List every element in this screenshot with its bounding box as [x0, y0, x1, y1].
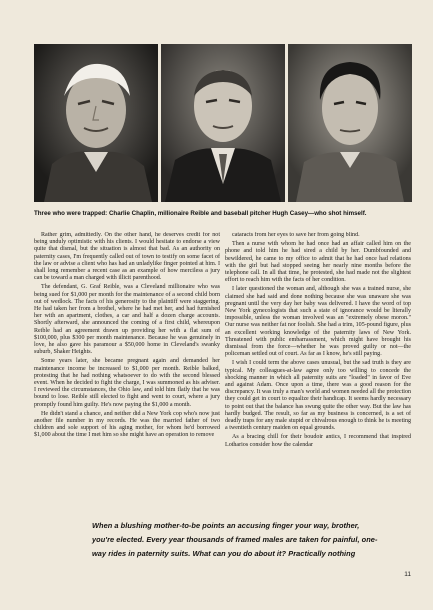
paragraph: I later questioned the woman and, although she was a trained nurse, she claimed she had said and done nothing because she was unaware she was pregnant until the very day her baby was delivered. I have the word of top New York gynecologists that such a state of ignorance would be literally impossible, unless the woman involved was an "extremely obese moron." Our nurse was neither fat nor foolish. She had a trim, 105-pound figure, plus an excellent working knowledge of the paternity laws of New York. Threatened with public embarrassment, which might have brought his dismissal from the force—whether he was proved guilty or not—the policeman settled out of court. As far as I know, he's still paying.	[225, 286, 411, 358]
promo-line: When a blushing mother-to-be points an accusing finger your way, brother,	[92, 521, 360, 530]
paragraph: cataracts from her eyes to save her from going blind.	[232, 232, 360, 238]
photo-charlie-chaplin	[34, 44, 158, 202]
paragraph: Then a nurse with whom he had once had an affair called him on the phone and told him he had sired a child by her. Dumbfounded and bewildered, he came to my office to admit that he had once had relations with the girl but had stopped seeing her nearly nine months before the telephone call. In all that time, he protested, she had made not the slightest effort to reach him with the facts of her condition.	[225, 241, 411, 284]
article-column-left	[34, 232, 220, 492]
photo-hugh-casey	[288, 44, 412, 202]
photo-strip	[34, 44, 412, 202]
article-column-right	[225, 232, 411, 492]
paragraph: Rather grim, admittedly. On the other hand, he deserves credit for not being unduly optimistic with his clients. I would hesitate to endorse a view quite that dismal, but the situation is almost that bad. As an authority on paternity cases, I'm frequently called out of town to testify on some facet of the law or advise a client who has had an unladylike finger pointed at him. I shall long remember a recent case as an example of how merciless a jury can be toward a man charged with illicit parenthood.	[34, 232, 220, 282]
casey-portrait-icon	[288, 44, 412, 202]
page-number: 11	[404, 571, 411, 578]
paragraph: The defendant, G. Graf Reible, was a Cleveland millionaire who was being sued for $1,000 per month for the maintenance of a second child born out of wedlock. The facts of his generosity to the plaintiff were staggering. He had taken her from a brothel, where he had met her, and had furnished her with an apartment, clothes, a car and half a dozen charge accounts. Shortly afterward, she announced the coming of a first child, whereupon Reible had an agreement drawn up providing her with a flat sum of $100,000, plus $300 per month maintenance. Because he was genuinely in love, he also gave his paramour a $50,000 home in Cleveland's swanky suburb, Shaker Heights.	[34, 284, 220, 356]
chaplin-portrait-icon	[34, 44, 158, 202]
paragraph: Some years later, she became pregnant again and demanded her maintenance income be increased to $1,000 per month. Reible balked, protesting that he had nothing whatsoever to do with the second blessed event. When he decided to fight the charge, I was summoned as his adviser. I reviewed the circumstances, the Ohio law, and told him flatly that he was bound to lose. Reible still elected to fight and went to court, where a jury promptly found him guilty. He's now paying the $1,000 a month.	[34, 358, 220, 408]
paragraph: He didn't stand a chance, and neither did a New York cop who's now just another file number in my records. He was the married father of two children and sole support of his aging mother, for whom he'd borrowed $1,000 about the time I met him so she might have an operation to remove	[34, 410, 220, 439]
promo-blurb	[92, 519, 412, 561]
promo-line: you're elected. Every year thousands of framed males are taken for painful, one-	[92, 535, 378, 544]
photo-caption: Three who were trapped: Charlie Chaplin, millionaire Reible and baseball pitcher Hugh Casey—who shot himself.	[34, 210, 367, 217]
promo-line: way rides in paternity suits. What can you do about it? Practically nothing	[92, 549, 356, 558]
paragraph: As a bracing chill for their boudoir antics, I recommend that inspired Lotharios consider how the calendar	[225, 434, 411, 448]
reible-portrait-icon	[161, 44, 285, 202]
paragraph: I wish I could term the above cases unusual, but the sad truth is they are typical. My colleagues-at-law agree only too willing to concede the shocking manner in which all paternity suits are "loaded" in favor of Eve and against Adam. Once upon a time, there was a good reason for the discrepancy. It was truly a man's world and women needed all the protection they could get in court to equalize their handicap. It seems hardly necessary to point out that the balance has swung quite the other way. But the law has hardly budged. The result, so far as my business is concerned, is a set of deadly traps for any male stupid or chivalrous enough to think he is meeting a twentieth century maiden on equal grounds.	[225, 360, 411, 432]
photo-reible	[161, 44, 285, 202]
